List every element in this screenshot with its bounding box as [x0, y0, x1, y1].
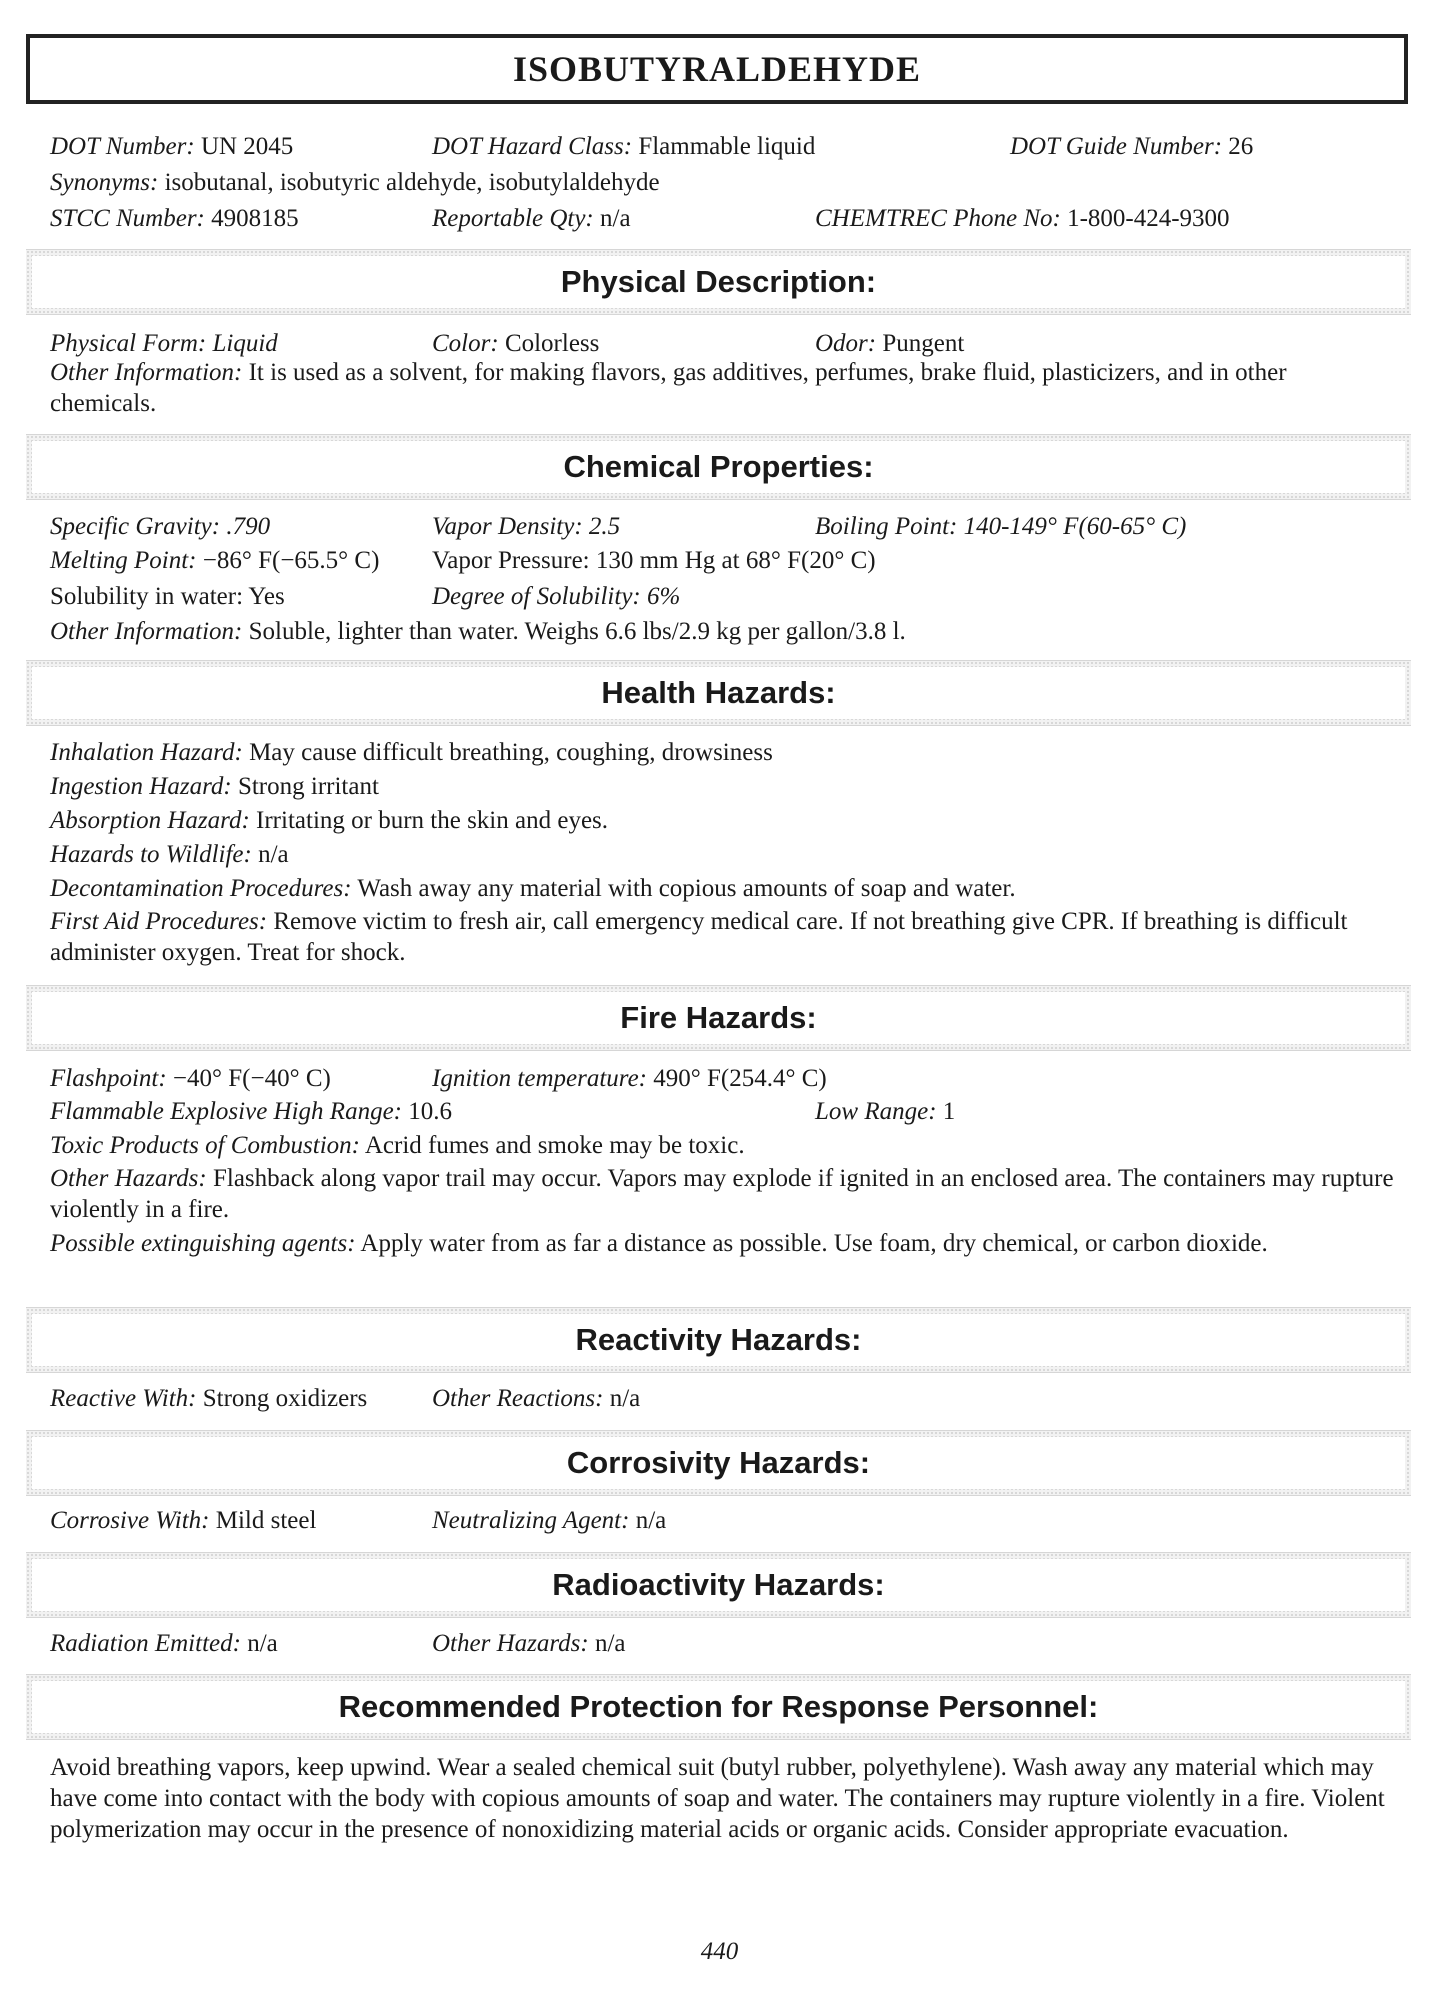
recommended-protection-header: Recommended Protection for Response Personnel:	[26, 1674, 1411, 1740]
chemical-properties-header: Chemical Properties:	[26, 434, 1411, 500]
dot-hazard-class: DOT Hazard Class: Flammable liquid	[432, 133, 816, 160]
reactivity-hazards-header: Reactivity Hazards:	[26, 1307, 1411, 1373]
ingestion-hazard: Ingestion Hazard: Strong irritant	[50, 773, 379, 800]
corrosivity-hazards-header: Corrosivity Hazards:	[26, 1430, 1411, 1496]
radiation-emitted: Radiation Emitted: n/a	[50, 1630, 278, 1657]
page-number: 440	[700, 1938, 739, 1965]
stcc-number: STCC Number: 4908185	[50, 205, 299, 232]
corrosive-with: Corrosive With: Mild steel	[50, 1507, 317, 1534]
chemtrec-phone: CHEMTREC Phone No: 1-800-424-9300	[815, 205, 1230, 232]
flammable-explosive-high-range: Flammable Explosive High Range: 10.6	[50, 1098, 452, 1125]
synonyms: Synonyms: isobutanal, isobutyric aldehyde, isobutylaldehyde	[50, 169, 660, 196]
vapor-density: Vapor Density: 2.5	[432, 513, 621, 540]
absorption-hazard: Absorption Hazard: Irritating or burn the skin and eyes.	[50, 807, 609, 834]
radioactivity-other-hazards: Other Hazards: n/a	[432, 1630, 626, 1657]
ignition-temperature: Ignition temperature: 490° F(254.4° C)	[432, 1065, 827, 1092]
physical-form: Physical Form: Liquid	[50, 330, 278, 357]
radioactivity-hazards-header: Radioactivity Hazards:	[26, 1552, 1411, 1618]
fire-other-hazards: Other Hazards: Flashback along vapor trail may occur. Vapors may explode if ignited in an enclosed area. The containers may rupture violently in a fire.	[50, 1165, 1394, 1223]
other-reactions: Other Reactions: n/a	[432, 1385, 641, 1412]
first-aid-procedures: First Aid Procedures: Remove victim to fresh air, call emergency medical care. If not breathing give CPR. If breathing is difficult administer oxygen. Treat for shock.	[50, 908, 1348, 966]
inhalation-hazard: Inhalation Hazard: May cause difficult breathing, coughing, drowsiness	[50, 739, 773, 766]
melting-point: Melting Point: −86° F(−65.5° C)	[50, 547, 380, 574]
physical-other-information: Other Information: It is used as a solvent, for making flavors, gas additives, perfumes, brake fluid, plasticizers, and in other chemicals.	[50, 359, 1287, 417]
low-range: Low Range: 1	[815, 1098, 956, 1125]
health-hazards-header: Health Hazards:	[26, 660, 1411, 726]
fire-hazards-header: Fire Hazards:	[26, 985, 1411, 1051]
physical-description-header: Physical Description:	[26, 249, 1411, 315]
flashpoint: Flashpoint: −40° F(−40° C)	[50, 1065, 331, 1092]
specific-gravity: Specific Gravity: .790	[50, 513, 271, 540]
color-field: Color: Colorless	[432, 330, 600, 357]
neutralizing-agent: Neutralizing Agent: n/a	[432, 1507, 667, 1534]
boiling-point: Boiling Point: 140-149° F(60-65° C)	[815, 513, 1187, 540]
degree-of-solubility: Degree of Solubility: 6%	[432, 583, 681, 610]
decontamination-procedures: Decontamination Procedures: Wash away any material with copious amounts of soap and water.	[50, 875, 1016, 902]
solubility-in-water: Solubility in water: Yes	[50, 583, 285, 610]
vapor-pressure: Vapor Pressure: 130 mm Hg at 68° F(20° C)	[432, 547, 876, 574]
title-box	[26, 34, 1408, 104]
reportable-qty: Reportable Qty: n/a	[432, 205, 631, 232]
hazards-to-wildlife: Hazards to Wildlife: n/a	[50, 841, 289, 868]
toxic-products-of-combustion: Toxic Products of Combustion: Acrid fumes and smoke may be toxic.	[50, 1132, 745, 1159]
chemical-other-information: Other Information: Soluble, lighter than water. Weighs 6.6 lbs/2.9 kg per gallon/3.8 l.	[50, 618, 906, 645]
document-title: ISOBUTYRALDEHYDE	[512, 49, 922, 89]
possible-extinguishing-agents: Possible extinguishing agents: Apply water from as far a distance as possible. Use foam, dry chemical, or carbon dioxide.	[50, 1230, 1268, 1257]
recommended-protection-text: Avoid breathing vapors, keep upwind. Wear a sealed chemical suit (butyl rubber, polyethylene). Wash away any material which may have come into contact with the body with copious amounts of soap and water. The containers may rupture violently in a fire. Violent polymerization may occur in the presence of nonoxidizing material acids or organic acids. Consider appropriate evacuation.	[50, 1754, 1385, 1843]
odor-field: Odor: Pungent	[815, 330, 965, 357]
dot-number: DOT Number: UN 2045	[50, 133, 294, 160]
reactive-with: Reactive With: Strong oxidizers	[50, 1385, 368, 1412]
dot-guide-number: DOT Guide Number: 26	[1010, 133, 1254, 160]
